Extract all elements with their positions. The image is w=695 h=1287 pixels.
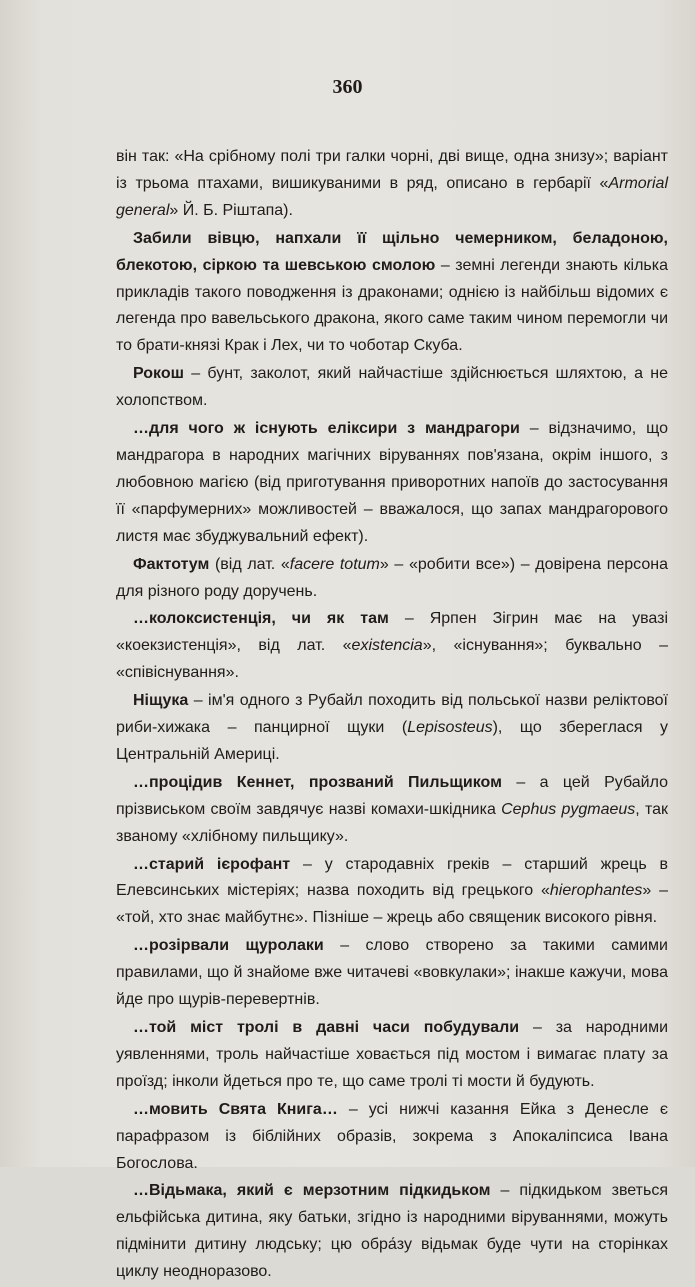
notes-body xyxy=(116,144,668,1287)
note-text: », «існування»; буквально – «співіснування». xyxy=(116,637,668,682)
note-term: …Відьмака, який є мерзотним підкидьком xyxy=(133,1182,491,1200)
note-text: – у стародавніх греків – старший жрець в Елевсинських містеріях; назва походить від грецького « xyxy=(116,855,669,900)
note-entry xyxy=(116,770,668,851)
note-continuation xyxy=(116,144,668,225)
note-text: – бунт, заколот, який найчастіше здійснюється шляхтою, а не холопством. xyxy=(116,365,668,410)
note-text: – ім'я одного з Рубайл походить від польської назви реліктової риби-хижака – панцирної щуки ( xyxy=(116,692,668,737)
note-italic-text: facere totum xyxy=(289,555,380,573)
note-text: – за народними уявленнями, троль найчастіше ховається під мостом і вимагає плату за проїзд; інколи йдеться про те, що саме тролі ті мости й будують. xyxy=(116,1019,669,1090)
note-term: …той міст тролі в давні часи побудували xyxy=(133,1019,520,1036)
note-term: …мовить Свята Книга… xyxy=(133,1100,338,1118)
note-term: …процідив Кеннет, прозваний Пильщиком xyxy=(133,773,502,791)
note-text: – усі нижчі казання Ейка з Денесле є парафразом із біблійних образів, зокрема з Апокаліпсиса Івана Богослова. xyxy=(116,1100,668,1172)
note-text: » – «той, хто знає майбутнє». Пізніше – жрець або священик високого рівня. xyxy=(116,882,668,927)
note-italic-text: Cephus pygmaeus xyxy=(501,800,636,818)
note-text: – земні легенди знають кілька прикладів такого поводження із драконами; однією із найбільш відомих є легенда про вавельського дракона, якого саме таким чином перемогли чи то брати-князі Крак і Лех, чи то чоботар Скуба. xyxy=(116,256,669,355)
note-text: ), що збереглася у Центральній Америці. xyxy=(116,719,669,763)
note-entry xyxy=(116,552,668,606)
note-italic-text: existencia xyxy=(351,637,423,655)
note-entry xyxy=(116,416,668,551)
note-entry xyxy=(116,933,668,1014)
note-text: – підкидьком зветься ельфійська дитина, яку батьки, згідно із народними віруваннями, можуть підмінити дитину людську; цю обра́зу відьмак буде чути на сторінках циклу неодноразово. xyxy=(116,1182,668,1281)
note-term: Ніщука xyxy=(133,692,189,710)
note-entry xyxy=(116,1178,668,1286)
note-entry xyxy=(116,1015,668,1096)
note-entry xyxy=(116,361,668,415)
note-text: – Ярпен Зігрин має на увазі «коекзистенція», від лат. « xyxy=(116,610,669,655)
note-italic-text: Armorial general xyxy=(116,174,668,219)
note-term: Забили вівцю, напхали її щільно чемерником, беладоною, блекотою, сіркою та шевською смолою xyxy=(116,229,668,274)
note-entry xyxy=(116,606,668,687)
note-text: » Й. Б. Ріштапа). xyxy=(169,201,293,219)
note-term: …старий ієрофант xyxy=(133,855,291,873)
page-number: 360 xyxy=(332,76,363,98)
note-text: – слово створено за такими самими правилами, що й знайоме вже читачеві «вовкулаки»; інакше кажучи, мова йде про щурів-перевертнів. xyxy=(116,937,668,1009)
note-entry xyxy=(116,688,668,769)
note-entry xyxy=(116,1097,668,1178)
note-text: (від лат. « xyxy=(209,555,290,573)
note-text: » – «робити все») – довірена персона для різного роду доручень. xyxy=(116,555,668,600)
note-text: – а цей Рубайло прізвиськом своїм завдячує назві комахи-шкідника xyxy=(116,773,669,818)
note-text: він так: «На срібному полі три галки чорні, дві вище, одна знизу»; варіант із трьома птахами, вишикуваними в ряд, описано в гербарії « xyxy=(116,148,668,192)
note-text: , так званому «хлібному пильщику». xyxy=(116,800,669,845)
note-term: …колоксистенція, чи як там xyxy=(133,610,389,628)
note-term: …для чого ж існують еліксири з мандрагори xyxy=(133,420,520,438)
note-entry xyxy=(116,852,668,933)
note-term: Рокош xyxy=(133,365,184,383)
note-italic-text: Lepisosteus xyxy=(407,719,493,737)
note-text: – відзначимо, що мандрагора в народних магічних віруваннях пов'язана, окрім іншого, з любовною магією (від приготування приворотних напоїв до застосування її «парфумерних» можливостей – вважалося, що запах мандрагорового листя має збуджувальний ефект). xyxy=(116,420,669,545)
note-term: Фактотум xyxy=(133,555,210,573)
note-term: …розірвали щуролаки xyxy=(133,937,324,955)
note-italic-text: hierophantes xyxy=(549,882,643,900)
note-entry xyxy=(116,226,668,361)
